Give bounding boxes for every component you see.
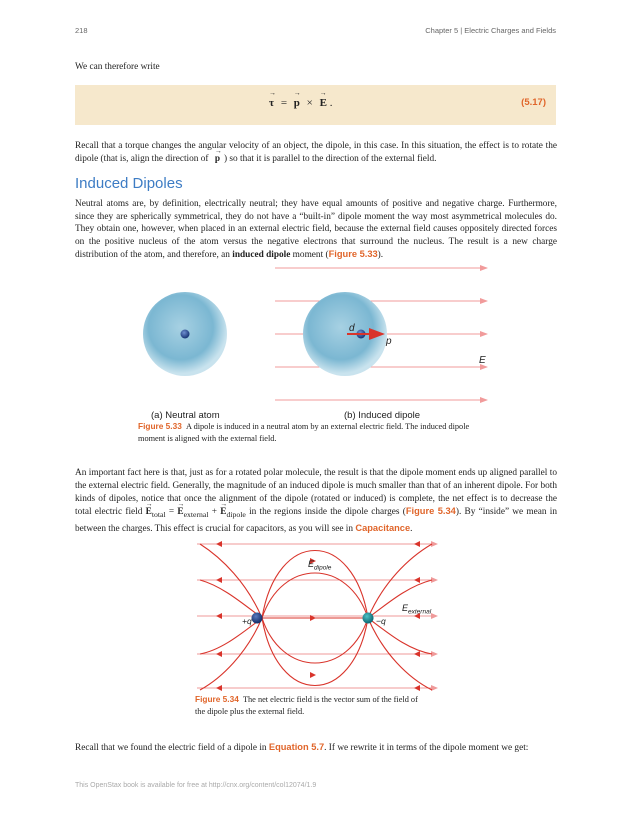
intro-line: We can therefore write <box>75 62 160 72</box>
figure-5-33-illustration <box>135 258 495 423</box>
equation-5-7-link[interactable]: Equation 5.7 <box>268 742 325 752</box>
figure-5-34-label: Figure 5.34 <box>195 694 239 704</box>
label-induced-dipole: (b) Induced dipole <box>344 410 421 421</box>
e-external-symbol: E <box>402 603 409 613</box>
sub-total: total <box>151 510 166 520</box>
label-plus-q: +q <box>242 616 252 626</box>
important-plus: + <box>208 507 221 518</box>
induced-text-end: ). <box>377 250 384 261</box>
induced-text: Neutral atoms are, by definition, electrically neutral; they have equal amounts of positive and negative charge. Furthermore, since they are spherically symmetrical, they do not have a “built-in” dipole moment the way most asymmetrical molecules do. They obtain one, however, when placed in an external electric field, because the external field causes oppositely directed forces on the positive nucleus of the atom versus the negative electrons that surround the nucleus. The result is a new charge distribution of the atom, and therefore, an <box>75 199 557 261</box>
label-e-dipole <box>308 559 332 572</box>
e-dipole-vector: → E <box>220 506 226 519</box>
figure-5-33-caption <box>138 421 490 444</box>
sub-dipole: dipole <box>226 510 246 520</box>
paragraph-torque <box>75 140 557 165</box>
e-total-vector: → E <box>146 506 152 519</box>
figure-5-34-caption <box>195 694 425 717</box>
footer: This OpenStax book is available for free at http://cnx.org/content/col12074/1.9 <box>75 782 317 789</box>
important-text-end: . <box>410 524 413 535</box>
figure-5-33-label: Figure 5.33 <box>138 421 182 431</box>
e-external-subscript: external <box>408 608 432 616</box>
important-equals: = <box>165 507 178 518</box>
torque-text-1: Recall that a torque changes the angular velocity of an object, the dipole, in this case. In this situation, the effect is to rotate the dipole (that is, align the direction of <box>75 141 557 164</box>
label-E: E <box>479 355 486 366</box>
e-vector: → E <box>320 97 327 109</box>
figure-5-34-caption-text: The net electric field is the vector sum of the field of the dipole plus the external field. <box>195 695 418 716</box>
neutral-atom <box>143 292 227 376</box>
label-e-external <box>402 603 432 616</box>
induced-dipole-atom <box>303 292 387 376</box>
paragraph-induced-dipoles <box>75 198 557 262</box>
capacitance-link[interactable]: Capacitance <box>355 523 411 534</box>
tau-vector: → τ <box>269 97 274 109</box>
e-dipole-symbol: E <box>308 559 315 569</box>
equation-5-17 <box>269 97 332 109</box>
charge-plus-q <box>252 613 263 624</box>
induced-dipole-term: induced dipole <box>232 250 291 261</box>
page-number: 218 <box>75 26 88 35</box>
label-d: d <box>349 323 355 334</box>
equation-number: (5.17) <box>521 97 546 108</box>
sub-external: external <box>183 510 209 520</box>
section-title: Induced Dipoles <box>75 175 183 192</box>
figure-5-33-link[interactable]: Figure 5.33 <box>328 249 378 260</box>
important-text-2: in the regions inside the dipole charges ( <box>245 507 406 518</box>
label-neutral-atom: (a) Neutral atom <box>151 410 220 421</box>
p-vector-inline: → p <box>215 153 220 166</box>
paragraph-final <box>75 741 557 755</box>
label-p: p <box>386 336 392 347</box>
figure-5-33-caption-text: A dipole is induced in a neutral atom by an external electric field. The induced dipole moment is aligned with the external field. <box>138 422 470 443</box>
figure-5-34-link[interactable]: Figure 5.34 <box>405 506 456 517</box>
p-vector: → p <box>294 97 300 109</box>
label-minus-q: −q <box>376 616 386 626</box>
paragraph-important-fact <box>75 467 557 536</box>
e-dipole-subscript: dipole <box>314 564 332 572</box>
figure-5-34-illustration <box>192 538 442 693</box>
equation-times: × <box>306 97 313 109</box>
equation-period: . <box>329 97 333 109</box>
chapter-header: Chapter 5 | Electric Charges and Fields <box>425 26 556 35</box>
final-text-2: . If we rewrite it in terms of the dipole moment we get: <box>324 743 529 753</box>
important-text-3: ). By “inside” we mean in between the charges. This effect is crucial for capacitors, as you will see in <box>75 507 557 535</box>
equation-box <box>75 85 556 125</box>
important-text-1: An important fact here is that, just as for a rotated polar molecule, the result is that the dipole moment ends up aligned parallel to the external electric field. Generally, the magnitude of an induced dipole is much smaller than that of an inherent dipole. For both kinds of dipoles, notice that once the alignment of the dipole (rotated or induced) is complete, the net effect is to decrease the total electric field <box>75 468 557 518</box>
torque-text-2: ) so that it is parallel to the direction of the external field. <box>223 153 437 164</box>
final-text-1: Recall that we found the electric field of a dipole in <box>75 743 269 753</box>
charge-minus-q <box>363 613 374 624</box>
induced-text-after: moment ( <box>290 250 329 261</box>
equation-equals: = <box>280 97 288 109</box>
e-external-vector: → E <box>177 506 183 519</box>
